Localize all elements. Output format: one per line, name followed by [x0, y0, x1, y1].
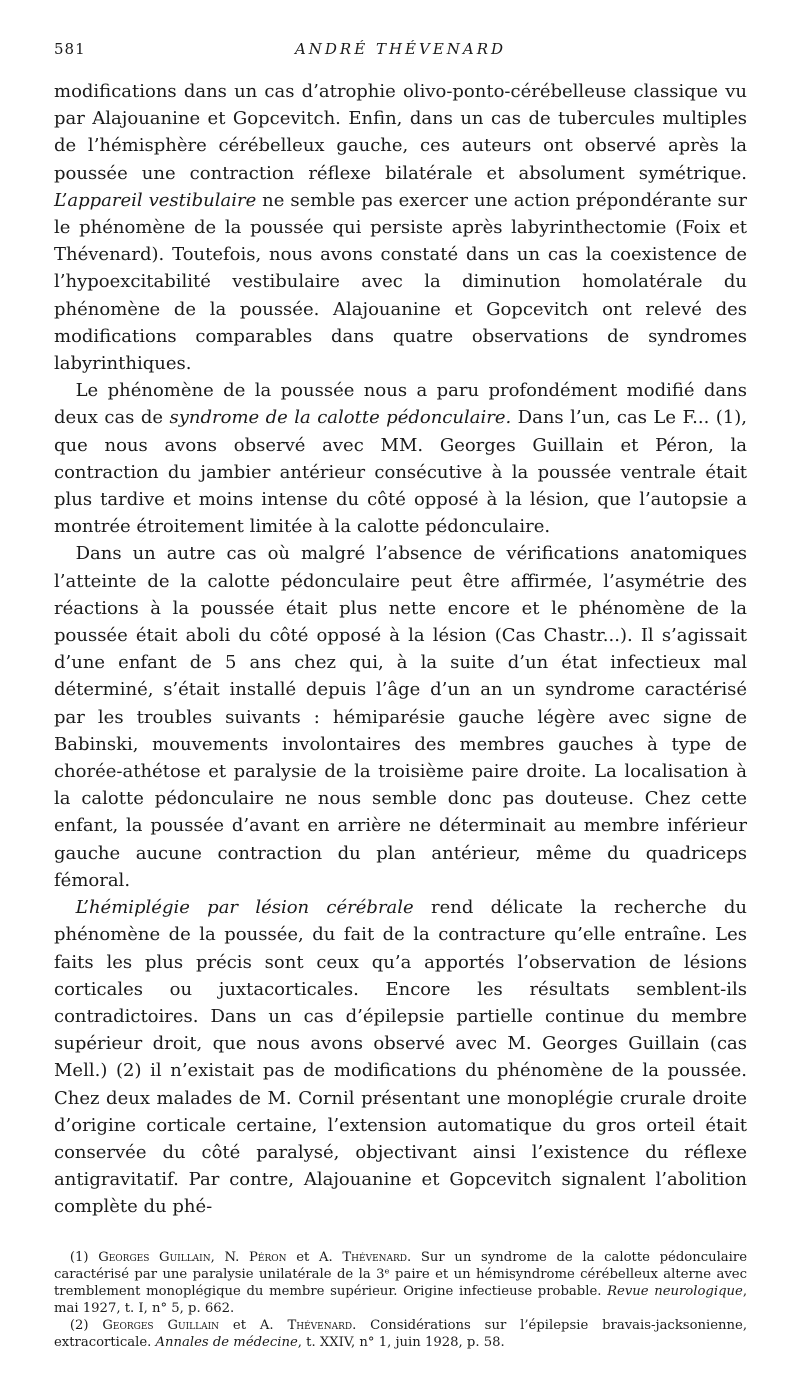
body-text — [54, 78, 747, 1221]
italic-run: syndrome de la calotte pédonculaire. — [169, 407, 512, 429]
paragraph — [54, 377, 747, 540]
text-run: , mai 1927, t. I, n° 5, p. 662. — [54, 1283, 748, 1316]
author-name: Georges Guillain — [98, 1249, 211, 1265]
text-run: Le phénomène de la poussée nous a paru profondément modifié dans deux cas de — [54, 380, 747, 429]
page — [54, 40, 747, 1351]
italic-run: Annales de médecine — [155, 1334, 298, 1350]
author-name: Thévenard — [287, 1317, 353, 1333]
italic-run: Revue neurologique — [607, 1283, 743, 1299]
page-header — [54, 40, 747, 78]
author-name: Péron — [249, 1249, 287, 1265]
text-run: ne semble pas exercer une action prépondérante sur le phénomène de la poussée qui persiste après labyrinthectomie (Foix et Thévenard). Toutefois, nous avons constaté dans un cas la coexistence de l’hypoexcitabilité vestibulaire avec la diminution homolatérale du phénomène de la poussée. Alajouanine et Gopcevitch ont relevé des modifications comparables dans quatre observations de syndromes labyrinthiques. — [54, 189, 747, 375]
text-run: et A. — [286, 1249, 343, 1265]
paragraph — [54, 540, 747, 894]
running-title: ANDRÉ THÉVENARD — [294, 40, 507, 58]
text-run: , N. — [210, 1249, 250, 1265]
text-run: . Sur un syndrome de la calotte pédonculaire caractérisé par une paralysie unilatérale de la 3ᵉ paire et un hémisyndrome cérébelleux alterne avec tremblement monoplégique du membre supérieur. Origine infectieuse probable. — [54, 1249, 747, 1299]
footnote — [54, 1317, 747, 1351]
text-run: et A. — [219, 1317, 288, 1333]
text-run: Dans un autre cas où malgré l’absence de vérifications anatomiques l’atteinte de la calotte pédonculaire peut être affirmée, l’asymétrie des réactions à la poussée était plus nette encore et le phénomène de la poussée était aboli du côté opposé à la lésion (Cas Chastr...). Il s’agissait d’une enfant de 5 ans chez qui, à la suite d’un état infectieux mal déterminé, s’était installé depuis l’âge d’un an un syndrome caractérisé par les troubles suivants : hémiparésie gauche légère avec signe de Babinski, mouvements involontaires des membres gauches à type de chorée-athétose et paralysie de la troisième paire droite. La localisation à la calotte pédonculaire ne nous semble donc pas douteuse. Chez cette enfant, la poussée d’avant en arrière ne déterminait au membre inférieur gauche aucune contraction du plan antérieur, même du quadriceps fémoral. — [54, 543, 747, 891]
footnote — [54, 1249, 747, 1317]
text-run: (2) — [69, 1317, 103, 1333]
italic-run: L’hémiplégie par lésion cérébrale — [75, 897, 414, 919]
page-number: 581 — [54, 40, 86, 58]
italic-run: L’appareil vestibulaire — [54, 189, 257, 211]
author-name: Thévenard — [342, 1249, 408, 1265]
text-run: (1) — [69, 1249, 99, 1265]
footnotes — [54, 1249, 747, 1351]
text-run: , t. XXIV, n° 1, juin 1928, p. 58. — [297, 1334, 505, 1350]
text-run: modifications dans un cas d’atrophie olivo-ponto-cérébelleuse classique vu par Alajouanine et Gopcevitch. Enfin, dans un cas de tubercules multiples de l’hémisphère cérébelleux gauche, ces auteurs ont observé après la poussée une contraction réflexe bilatérale et absolument symétrique. — [54, 81, 747, 184]
text-run: rend délicate la recherche du phénomène de la poussée, du fait de la contracture qu’elle entraîne. Les faits les plus précis sont ceux qu’a apportés l’observation de lésions corticales ou juxtacorticales. Encore les résultats semblent-ils contradictoires. Dans un cas d’épilepsie partielle continue du membre supérieur droit, que nous avons observé avec M. Georges Guillain (cas Mell.) (2) il n’existait pas de modifications du phénomène de la poussée. Chez deux malades de M. Cornil présentant une monoplégie crurale droite d’origine corticale certaine, l’extension automatique du gros orteil était conservée du côté paralysé, objectivant ainsi l’existence du réflexe antigravitatif. Par contre, Alajouanine et Gopcevitch signalent l’abolition complète du phé- — [54, 897, 747, 1218]
paragraph — [54, 78, 747, 377]
paragraph — [54, 894, 747, 1220]
text-run: . Considérations sur l’épilepsie bravais-jacksonienne, extracorticale. — [54, 1317, 748, 1350]
text-run: Dans l’un, cas Le F... (1), que nous avons observé avec MM. Georges Guillain et Péron, la contraction du jambier antérieur consécutive à la poussée ventrale était plus tardive et moins intense du côté opposé à la lésion, que l’autopsie a montrée étroitement limitée à la calotte pédonculaire. — [54, 407, 747, 538]
author-name: Georges Guillain — [102, 1317, 220, 1333]
